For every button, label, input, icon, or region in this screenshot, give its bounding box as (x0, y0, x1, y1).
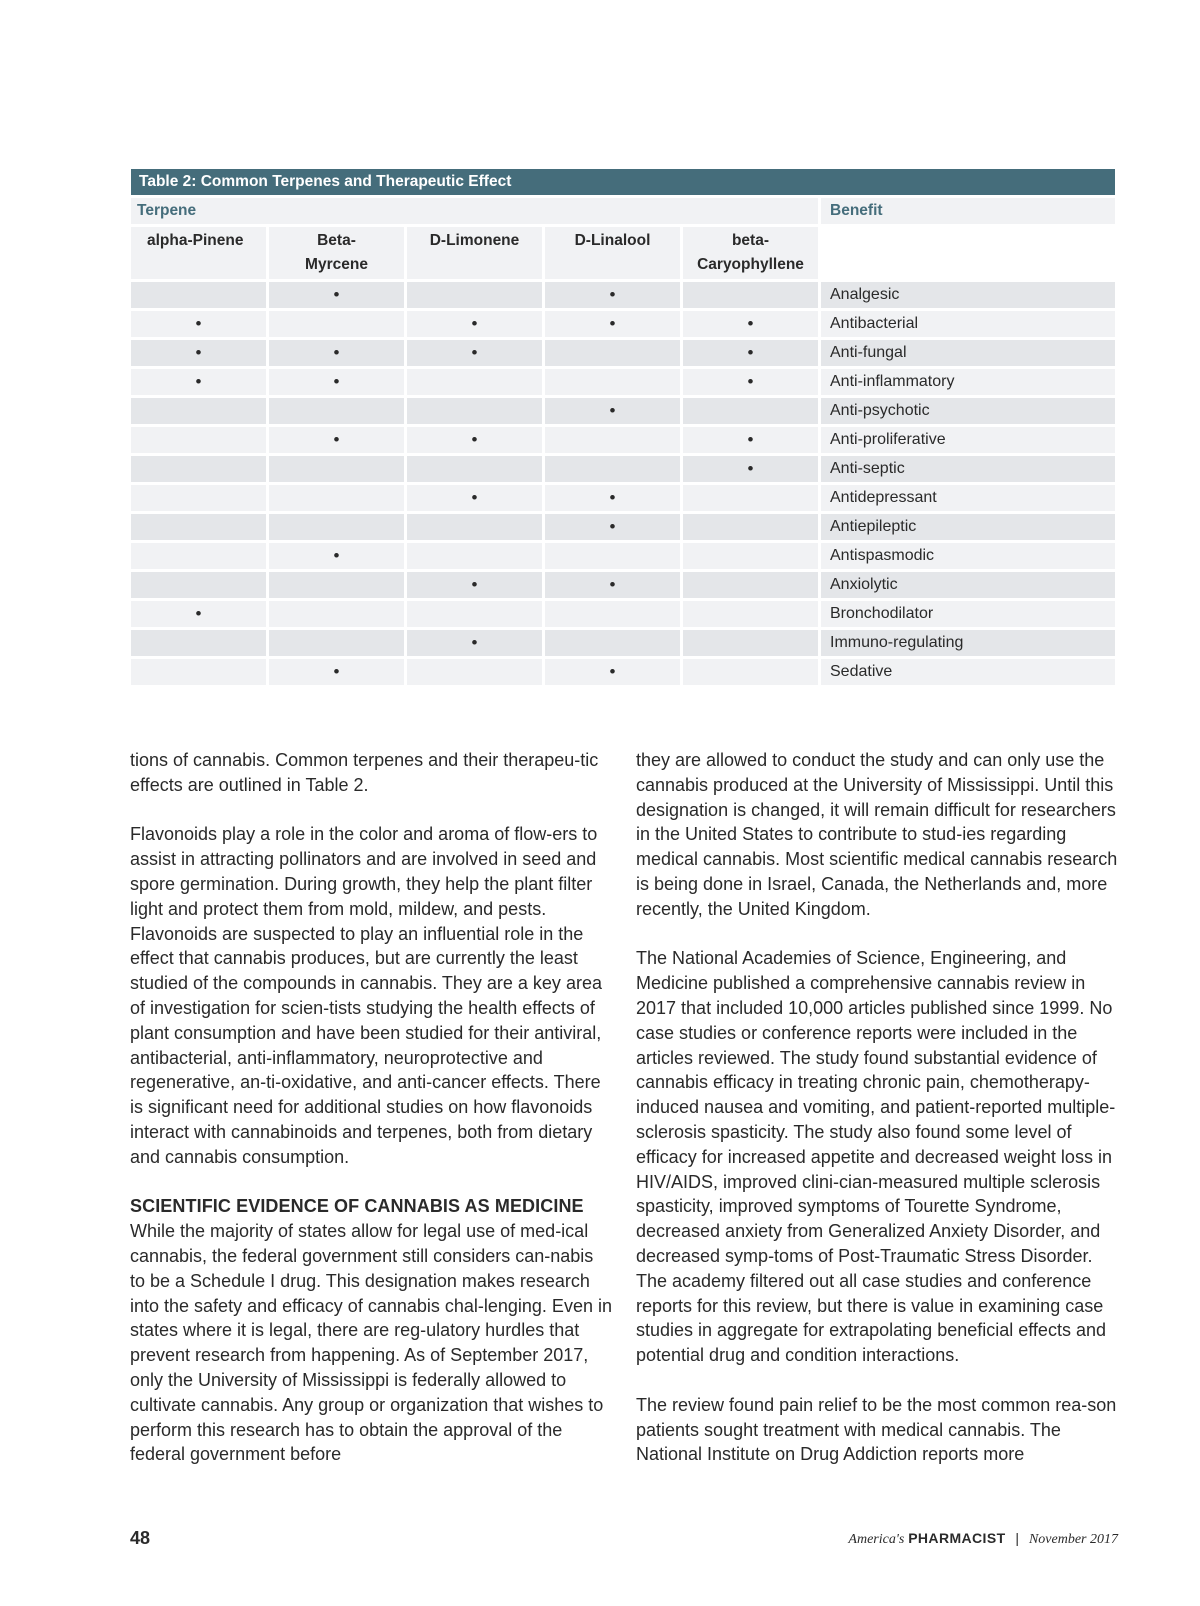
table-cell (545, 485, 680, 511)
issue-date: November 2017 (1028, 1532, 1118, 1547)
table-cell (407, 543, 542, 569)
column-header-beta-myrcene: Beta- Myrcene (269, 227, 404, 279)
table-cell (545, 630, 680, 656)
table-cell (131, 340, 266, 366)
table-cell (407, 398, 542, 424)
table-cell (683, 659, 818, 685)
bullet-mark: • (609, 314, 616, 333)
table-cell (407, 572, 542, 598)
table-cell (269, 601, 404, 627)
benefit-cell: Anxiolytic (821, 572, 1115, 598)
table-cell (545, 282, 680, 308)
table-cell (269, 398, 404, 424)
table-cell (269, 630, 404, 656)
bullet-mark: • (609, 575, 616, 594)
table-cell (545, 456, 680, 482)
table-cell (131, 311, 266, 337)
benefit-cell: Anti-septic (821, 456, 1115, 482)
bullet-mark: • (333, 546, 340, 565)
bullet-mark: • (747, 459, 754, 478)
benefit-cell: Sedative (821, 659, 1115, 685)
table-cell (683, 630, 818, 656)
benefit-cell: Bronchodilator (821, 601, 1115, 627)
bullet-mark: • (333, 372, 340, 391)
bullet-mark: • (471, 633, 478, 652)
table-grid (131, 198, 1115, 685)
benefit-cell: Antibacterial (821, 311, 1115, 337)
bullet-mark: • (747, 430, 754, 449)
table-cell (545, 398, 680, 424)
column-header-d-limonene: D-Limonene (407, 227, 542, 279)
table-cell (407, 514, 542, 540)
table-cell (269, 456, 404, 482)
table-cell (407, 340, 542, 366)
table-cell (269, 282, 404, 308)
benefit-cell: Immuno-regulating (821, 630, 1115, 656)
bullet-mark: • (333, 285, 340, 304)
table-cell (545, 427, 680, 453)
table-cell (269, 427, 404, 453)
table-cell (407, 601, 542, 627)
table-cell (269, 543, 404, 569)
bullet-mark: • (333, 662, 340, 681)
table-cell (131, 572, 266, 598)
table-cell (131, 543, 266, 569)
paragraph: they are allowed to conduct the study and can only use the cannabis produced at the University of Mississippi. Until this designation is changed, it will remain difficult for researchers in the United States to contribute to stud-ies regarding medical cannabis. Most scientific medical cannabis research is being done in Israel, Canada, the Netherlands and, more recently, the United Kingdom. (636, 750, 1118, 919)
table-cell (407, 369, 542, 395)
table-cell (407, 311, 542, 337)
bullet-mark: • (471, 575, 478, 594)
table-cell (131, 485, 266, 511)
table-cell (407, 485, 542, 511)
bullet-mark: • (747, 343, 754, 362)
bullet-mark: • (609, 517, 616, 536)
bullet-mark: • (471, 430, 478, 449)
table-cell (269, 311, 404, 337)
table-cell (131, 427, 266, 453)
table-cell (545, 601, 680, 627)
bullet-mark: • (195, 343, 202, 362)
table-cell (683, 311, 818, 337)
table-cell (131, 282, 266, 308)
table-cell (683, 514, 818, 540)
table-cell (131, 601, 266, 627)
bullet-mark: • (471, 343, 478, 362)
table-cell (683, 456, 818, 482)
table-cell (131, 456, 266, 482)
bullet-mark: • (471, 488, 478, 507)
table-cell (131, 659, 266, 685)
table-title: Table 2: Common Terpenes and Therapeutic Effect (131, 169, 1115, 195)
publication-footer (848, 1530, 1118, 1548)
column-header-beta-caryophyllene: beta- Caryophyllene (683, 227, 818, 279)
magazine-prefix: America's (848, 1532, 905, 1547)
bullet-mark: • (747, 372, 754, 391)
bullet-mark: • (609, 285, 616, 304)
column-header-d-linalool: D-Linalool (545, 227, 680, 279)
benefit-header: Benefit (821, 198, 1115, 224)
page-number: 48 (130, 1528, 151, 1548)
benefit-cell: Anti-psychotic (821, 398, 1115, 424)
left-text-column (130, 748, 612, 1492)
table-cell (131, 369, 266, 395)
table-cell (683, 543, 818, 569)
table-cell (545, 543, 680, 569)
table-cell (269, 659, 404, 685)
table-cell (683, 485, 818, 511)
table-cell (683, 601, 818, 627)
benefit-cell: Anti-fungal (821, 340, 1115, 366)
table-cell (131, 514, 266, 540)
table-cell (269, 485, 404, 511)
table-cell (683, 572, 818, 598)
table-cell (131, 398, 266, 424)
table-cell (683, 398, 818, 424)
bullet-mark: • (609, 401, 616, 420)
magazine-name: PHARMACIST (908, 1530, 1006, 1546)
footer-separator: | (1015, 1530, 1020, 1546)
benefit-cell: Anti-proliferative (821, 427, 1115, 453)
table-cell (131, 630, 266, 656)
bullet-mark: • (333, 343, 340, 362)
paragraph: The review found pain relief to be the most common rea-son patients sought treatment with medical cannabis. The National Institute on Drug Addiction reports more (636, 1394, 1117, 1465)
paragraph: Flavonoids play a role in the color and aroma of flow-ers to assist in attracting pollinators and are involved in seed and spore germination. During growth, they help the plant filter light and protect them from mold, mildew, and pests. Flavonoids are suspected to play an influential role in the effect that cannabis produces, but are currently the least studied of the compounds in cannabis. They are a key area of investigation for scien-tists studying the health effects of plant consumption and have been studied for their antiviral, antibacterial, anti-inflammatory, neuroprotective and regenerative, an-ti-oxidative, and anti-cancer effects. There is significant need for additional studies on how flavonoids interact with cannabinoids and terpenes, both from dietary and cannabis consumption. (130, 824, 602, 1167)
table-cell (407, 282, 542, 308)
table-cell (269, 369, 404, 395)
table-cell (407, 659, 542, 685)
table-cell (545, 340, 680, 366)
table-cell (683, 282, 818, 308)
table-cell (683, 427, 818, 453)
bullet-mark: • (609, 662, 616, 681)
column-header-alpha-pinene: alpha-Pinene (131, 227, 266, 279)
bullet-mark: • (471, 314, 478, 333)
table-cell (545, 572, 680, 598)
bullet-mark: • (195, 372, 202, 391)
table-cell (545, 369, 680, 395)
table-cell (407, 456, 542, 482)
benefit-cell: Anti-inflammatory (821, 369, 1115, 395)
benefit-cell: Antidepressant (821, 485, 1115, 511)
bullet-mark: • (747, 314, 754, 333)
bullet-mark: • (609, 488, 616, 507)
bullet-mark: • (333, 430, 340, 449)
table-cell (683, 369, 818, 395)
bullet-mark: • (195, 604, 202, 623)
table-cell (545, 659, 680, 685)
table-cell (683, 340, 818, 366)
table-cell (269, 572, 404, 598)
benefit-cell: Analgesic (821, 282, 1115, 308)
table-cell (545, 311, 680, 337)
table-cell (407, 427, 542, 453)
paragraph: While the majority of states allow for legal use of med-ical cannabis, the federal government still considers can-nabis to be a Schedule I drug. This designation makes research into the safety and efficacy of cannabis chal-lenging. Even in states where it is legal, there are reg-ulatory hurdles that prevent research from happening. As of September 2017, only the University of Mississippi is federally allowed to cultivate cannabis. Any group or organization that wishes to perform this research has to obtain the approval of the federal government before (130, 1221, 612, 1465)
paragraph: The National Academies of Science, Engineering, and Medicine published a comprehensive cannabis review in 2017 that included 10,000 articles published since 1999. No case studies or conference reports were included in the articles reviewed. The study found substantial evidence of cannabis efficacy in treating chronic pain, chemotherapy-induced nausea and vomiting, and patient-reported multiple-sclerosis spasticity. The study also found some level of efficacy for increased appetite and decreased weight loss in HIV/AIDS, improved clini-cian-measured multiple sclerosis spasticity, improved symptoms of Tourette Syndrome, decreased anxiety from Generalized Anxiety Disorder, and decreased symp-toms of Post-Traumatic Stress Disorder. The academy filtered out all case studies and conference reports for this review, but there is value in examining case studies in aggregate for extrapolating beneficial effects and potential drug and condition interactions. (636, 948, 1116, 1366)
table-cell (269, 340, 404, 366)
section-heading: SCIENTIFIC EVIDENCE OF CANNABIS AS MEDICINE (130, 1196, 584, 1217)
terpene-group-header: Terpene (131, 198, 818, 224)
bullet-mark: • (195, 314, 202, 333)
table-cell (407, 630, 542, 656)
benefit-cell: Antispasmodic (821, 543, 1115, 569)
table-cell (545, 514, 680, 540)
right-text-column (636, 748, 1122, 1492)
terpene-table (131, 169, 1115, 685)
paragraph: tions of cannabis. Common terpenes and their therapeu-tic effects are outlined in Table 2. (130, 750, 599, 795)
benefit-cell: Antiepileptic (821, 514, 1115, 540)
table-cell (269, 514, 404, 540)
